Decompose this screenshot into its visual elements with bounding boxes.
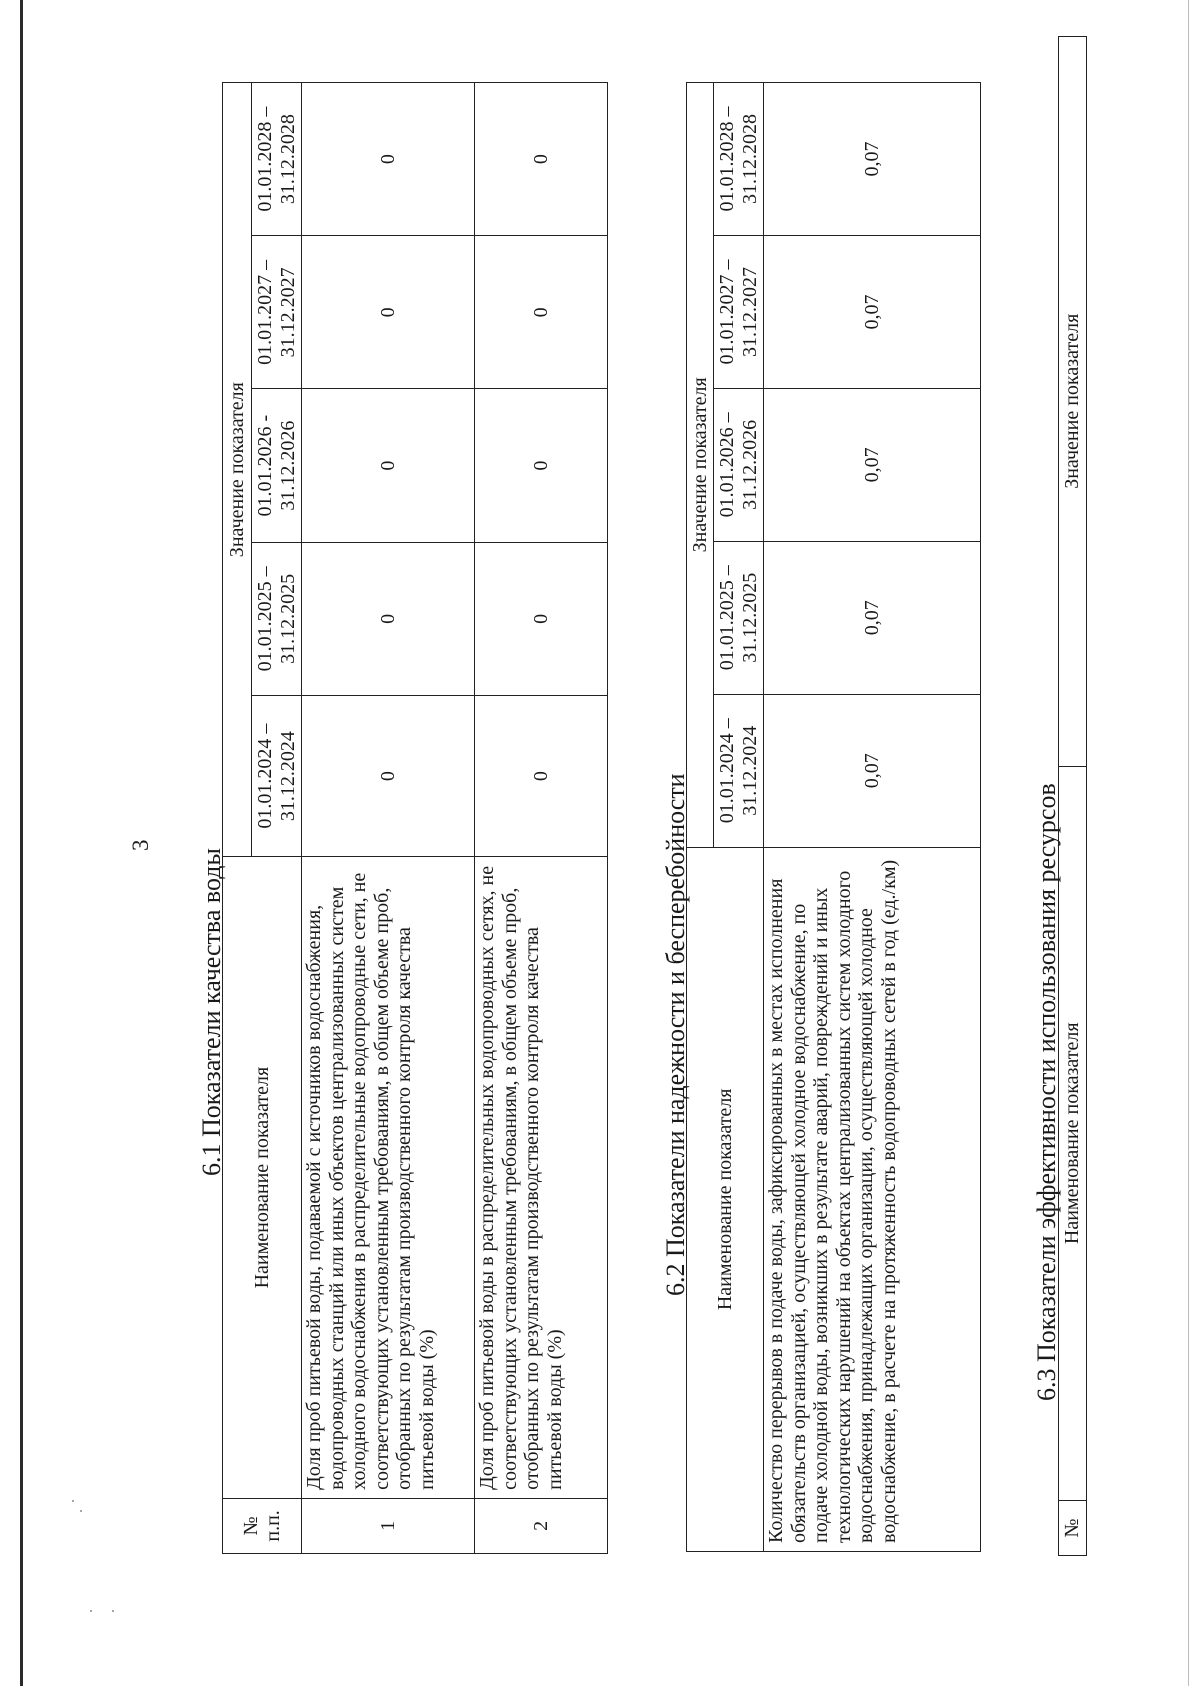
period-header: 01.01.2025 – 31.12.2025 (714, 541, 764, 694)
period-header: 01.01.2027 – 31.12.2027 (714, 235, 764, 388)
row-value: 0 (475, 389, 608, 542)
water-quality-table (222, 82, 608, 1554)
table-row (475, 83, 608, 1554)
table-header-row (1059, 37, 1087, 1556)
row-value: 0 (475, 83, 608, 236)
period-header: 01.01.2027 – 31.12.2027 (252, 236, 302, 389)
row-value: 0 (302, 695, 475, 856)
row-number: 2 (475, 1498, 608, 1553)
column-header-number: № (1059, 1501, 1087, 1556)
period-header: 01.01.2024 – 31.12.2024 (714, 694, 764, 847)
column-header-name: Наименование показателя (223, 857, 302, 1499)
period-header: 01.01.2026 – 31.12.2026 (714, 388, 764, 541)
column-header-name: Наименование показателя (687, 847, 764, 1551)
row-value: 0,07 (764, 388, 981, 541)
period-header: 01.01.2025 – 31.12.2025 (252, 542, 302, 695)
row-value: 0 (302, 236, 475, 389)
row-value: 0,07 (764, 235, 981, 388)
row-value: 0 (475, 695, 608, 856)
row-name: Доля проб питьевой воды в распределительных водопроводных сетях, не соответствующих установленным требованиям, в общем объеме проб, отобранных по результатам производственного контроля качества питьевой воды (%) (475, 857, 608, 1499)
row-value: 0 (475, 236, 608, 389)
row-value: 0 (475, 542, 608, 695)
table-header-row (687, 83, 714, 1552)
column-header-number: № п.п. (223, 1498, 302, 1553)
row-number: 1 (302, 1498, 475, 1553)
row-name: Доля проб питьевой воды, подаваемой с источников водоснабжения, водопроводных станций или иных объектов централизованных систем холодного водоснабжения в распределительные водопроводные сети, не соответствующих установленным требованиям, в общем объеме проб, отобранных по результатам производственного контроля качества питьевой воды (%) (302, 857, 475, 1499)
row-value: 0 (302, 83, 475, 236)
table-header-row (223, 83, 252, 1554)
row-value: 0,07 (764, 694, 981, 847)
column-header-value-group: Значение показателя (687, 83, 714, 848)
resource-efficiency-table (1058, 36, 1087, 1556)
period-header: 01.01.2028 – 31.12.2028 (714, 83, 764, 236)
period-header: 01.01.2028 – 31.12.2028 (252, 83, 302, 236)
row-value: 0,07 (764, 83, 981, 236)
column-header-value-group: Значение показателя (1059, 37, 1087, 767)
reliability-table (686, 82, 981, 1552)
section-title-6-3: 6.3 Показатели эффективности использования ресурсов (1032, 783, 1061, 1401)
table-row (764, 83, 981, 1552)
page-number: 3 (128, 839, 153, 851)
row-value: 0,07 (764, 541, 981, 694)
period-header: 01.01.2026 - 31.12.2026 (252, 389, 302, 542)
section-title-6-2: 6.2 Показатели надежности и бесперебойности (661, 773, 690, 1296)
period-header: 01.01.2024 – 31.12.2024 (252, 695, 302, 856)
row-value: 0 (302, 542, 475, 695)
column-header-name: Наименование показателя (1059, 766, 1087, 1501)
table-row (302, 83, 475, 1554)
column-header-value-group: Значение показателя (223, 83, 252, 857)
row-name: Количество перерывов в подаче воды, зафиксированных в местах исполнения обязательств организацией, осуществляющей холодное водоснабжение, по подаче холодной воды, возникших в результате аварий, повреждений и иных технологических нарушений на объектах централизованных систем холодного водоснабжения, принадлежащих организации, осуществляющей холодное водоснабжение, в расчете на протяженность водопроводных сетей в год (ед./км) (764, 847, 981, 1551)
row-value: 0 (302, 389, 475, 542)
section-title-6-1: 6.1 Показатели качества воды (197, 848, 226, 1176)
